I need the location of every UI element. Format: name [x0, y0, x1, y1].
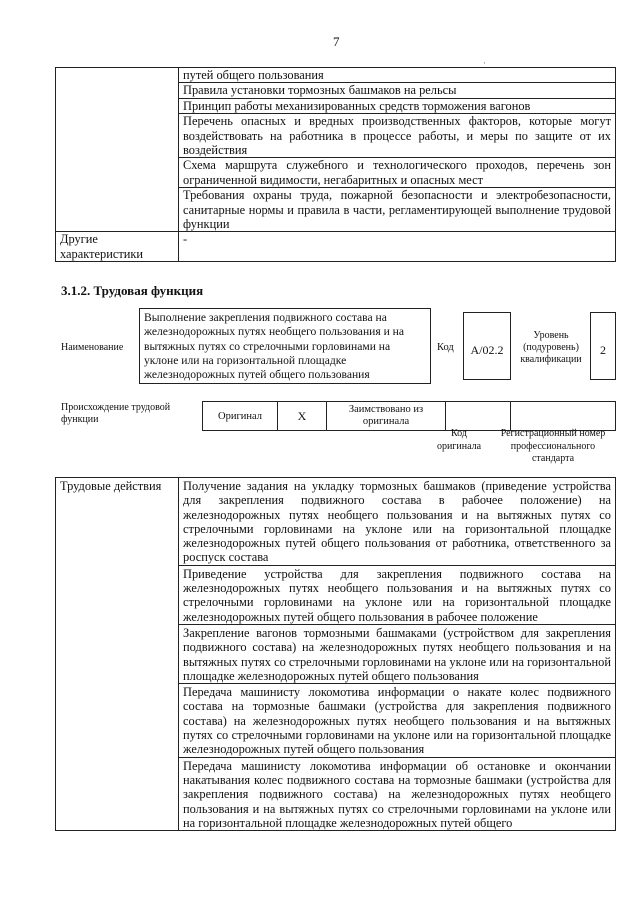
origin-table — [202, 401, 616, 431]
labor-actions-label: Трудовые действия — [56, 478, 179, 831]
labor-action-item: Передача машинисту локомотива информации о накате колес подвижного состава на тормозные башмаки (устройства для закрепления подвижного состава) на железнодорожных путях необщего пользования и на вытяжных путях со стрелочными горловинами на уклоне или на горизонтальной площадке железнодорожных путей общего пользования — [179, 684, 616, 757]
scan-speck: · — [483, 58, 486, 68]
original-code-caption: Код оригинала — [436, 428, 482, 452]
origin-row — [203, 402, 616, 431]
original-mark: X — [278, 402, 327, 431]
name-label: Наименование — [61, 342, 124, 353]
labor-action-item: Получение задания на укладку тормозных башмаков (приведение устройства для закрепления подвижного состава в рабочее положение) на железнодорожных путях необщего пользования и на вытяжных путях со стрелочными горловинами на уклоне или на горизонтальной площадке железнодорожных путей общего пользования от работника, ответственного за роспуск состава — [179, 478, 616, 566]
qualification-level-box: 2 — [590, 312, 616, 380]
table-row — [56, 68, 616, 83]
registration-number-cell — [511, 402, 616, 431]
other-characteristics-label: Другие характеристики — [56, 232, 179, 262]
code-label: Код — [437, 342, 454, 353]
table-cell: Перечень опасных и вредных производственных факторов, которые могут воздействовать на работника в процессе работы, и меры по защите от их воздействия — [179, 114, 616, 158]
origin-label: Происхождение трудовой функции — [61, 402, 171, 425]
registration-number-caption: Регистрационный номер профессионального стандарта — [500, 428, 606, 464]
qualification-level-label: Уровень (подуровень) квалификации — [520, 330, 582, 365]
original-code-cell — [446, 402, 511, 431]
section-title: 3.1.2. Трудовая функция — [61, 283, 204, 298]
original-label: Оригинал — [203, 402, 278, 431]
page-number: 7 — [333, 34, 340, 49]
table-cell: Схема маршрута служебного и технологического проходов, перечень зон ограниченной видимости, негабаритных и опасных мест — [179, 158, 616, 188]
table-row — [56, 478, 616, 566]
borrowed-label: Заимствовано из оригинала — [327, 402, 446, 431]
function-code-box: А/02.2 — [463, 312, 511, 380]
table-left-cell — [56, 68, 179, 232]
labor-action-item: Приведение устройства для закрепления подвижного состава на железнодорожных путях необщего пользования и на вытяжных путях со стрелочными горловинами на уклоне или на горизонтальной площадке железнодорожных путей общего пользования в рабочее положение — [179, 565, 616, 624]
knowledge-table — [55, 67, 616, 262]
labor-action-item: Закрепление вагонов тормозными башмаками (устройством для закрепления подвижного состава) на железнодорожных путях необщего пользования и на вытяжных путях со стрелочными горловинами на уклоне или на горизонтальной площадке железнодорожных путей общего пользования — [179, 624, 616, 683]
labor-action-item: Передача машинисту локомотива информации об остановке и окончании накатывания колес подвижного состава на тормозные башмаки (устройства для закрепления подвижного состава) на железнодорожных путях необщего пользования и на вытяжных путях со стрелочными горловинами на уклоне или на горизонтальной площадке железнодорожных путей общего — [179, 757, 616, 830]
table-cell: Правила установки тормозных башмаков на рельсы — [179, 83, 616, 98]
labor-actions-table — [55, 477, 616, 831]
table-cell: Требования охраны труда, пожарной безопасности и электробезопасности, санитарные нормы и правила в части, регламентирующей выполнение трудовой функции — [179, 188, 616, 232]
table-cell: Принцип работы механизированных средств торможения вагонов — [179, 98, 616, 113]
table-row — [56, 232, 616, 262]
function-name-box: Выполнение закрепления подвижного состава на железнодорожных путях необщего пользования и на вытяжных путях со стрелочными горловинами на уклоне или на горизонтальной площадке железнодорожных путей общего пользования — [139, 308, 431, 384]
table-cell: путей общего пользования — [179, 68, 616, 83]
other-characteristics-value: - — [179, 232, 616, 262]
